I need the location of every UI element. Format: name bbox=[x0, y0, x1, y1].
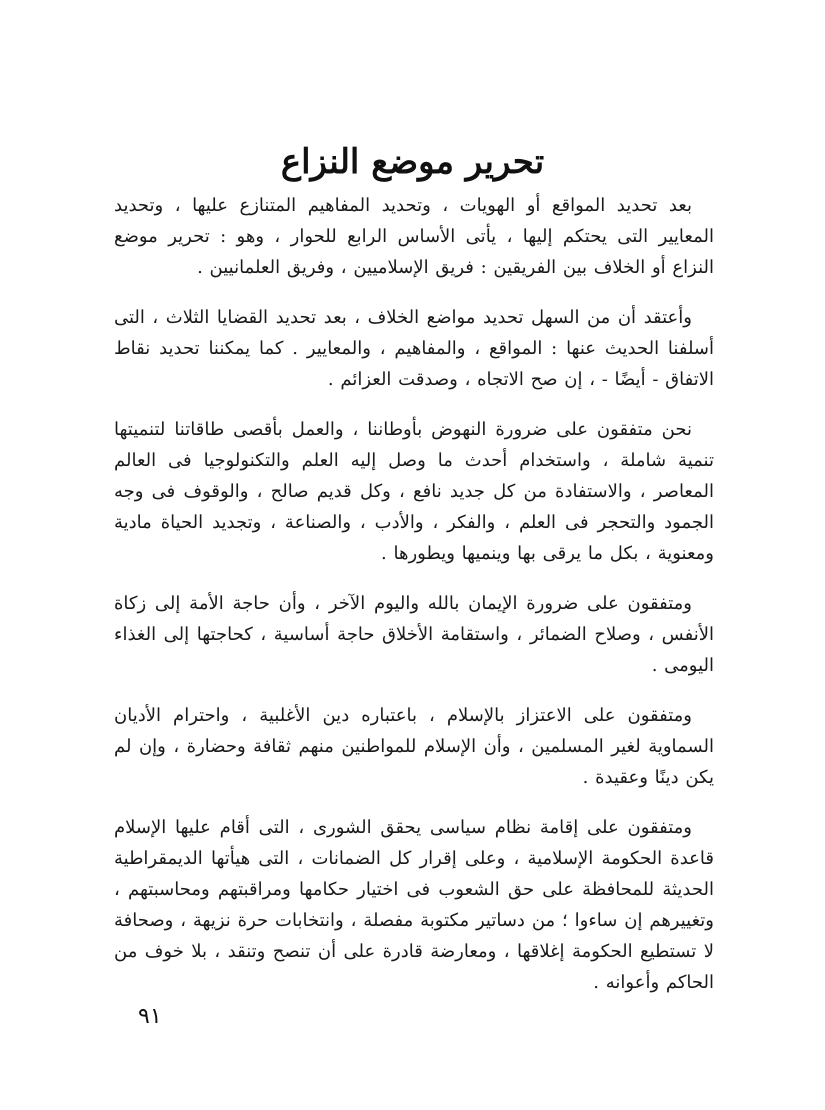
page-title: تحرير موضع النزاع bbox=[280, 142, 545, 182]
paragraph-2: وأعتقد أن من السهل تحديد مواضع الخلاف ، بعد تحديد القضايا الثلاث ، التى أسلفنا الحديث عنها : المواقع ، والمفاهيم ، والمعايير . كما يمكننا تحديد نقاط الاتفاق - أيضًا - ، إن صح الاتجاه ، وصدقت العزائم . bbox=[114, 307, 714, 390]
paragraph-4: ومتفقون على ضرورة الإيمان بالله واليوم الآخر ، وأن حاجة الأمة إلى زكاة الأنفس ، وصلاح الضمائر ، واستقامة الأخلاق حاجة أساسية ، كحاجتها إلى الغذاء اليومى . bbox=[114, 593, 714, 676]
body-text bbox=[114, 190, 714, 1017]
paragraph-1: بعد تحديد المواقع أو الهويات ، وتحديد المفاهيم المتنازع عليها ، وتحديد المعايير التى يحتكم إليها ، يأتى الأساس الرابع للحوار ، وهو : تحرير موضع النزاع أو الخلاف بين الفريقين : فريق الإسلاميين ، وفريق العلمانيين . bbox=[114, 195, 714, 278]
paragraph-5: ومتفقون على الاعتزاز بالإسلام ، باعتباره دين الأغلبية ، واحترام الأديان السماوية لغير المسلمين ، وأن الإسلام للمواطنين منهم ثقافة وحضارة ، وإن لم يكن دينًا وعقيدة . bbox=[114, 705, 714, 788]
page-number: ٩١ bbox=[138, 1004, 162, 1029]
paragraph-3: نحن متفقون على ضرورة النهوض بأوطاننا ، والعمل بأقصى طاقاتنا لتنميتها تنمية شاملة ، واستخدام أحدث ما وصل إليه العلم والتكنولوجيا فى العالم المعاصر ، والاستفادة من كل جديد نافع ، وكل قديم صالح ، والوقوف فى وجه الجمود والتحجر فى العلم ، والفكر ، والأدب ، والصناعة ، وتجديد الحياة مادية ومعنوية ، بكل ما يرقى بها وينميها ويطورها . bbox=[114, 419, 714, 564]
paragraph-6: ومتفقون على إقامة نظام سياسى يحقق الشورى ، التى أقام عليها الإسلام قاعدة الحكومة الإسلامية ، وعلى إقرار كل الضمانات ، التى هيأتها الديمقراطية الحديثة للمحافظة على حق الشعوب فى اختيار حكامها ومراقبتهم ومحاسبتهم ، وتغييرهم إن ساءوا ؛ من دساتير مكتوبة مفصلة ، وانتخابات حرة نزيهة ، وصحافة لا تستطيع الحكومة إغلاقها ، ومعارضة قادرة على أن تنصح وتنقد ، بلا خوف من الحاكم وأعوانه . bbox=[114, 817, 714, 993]
